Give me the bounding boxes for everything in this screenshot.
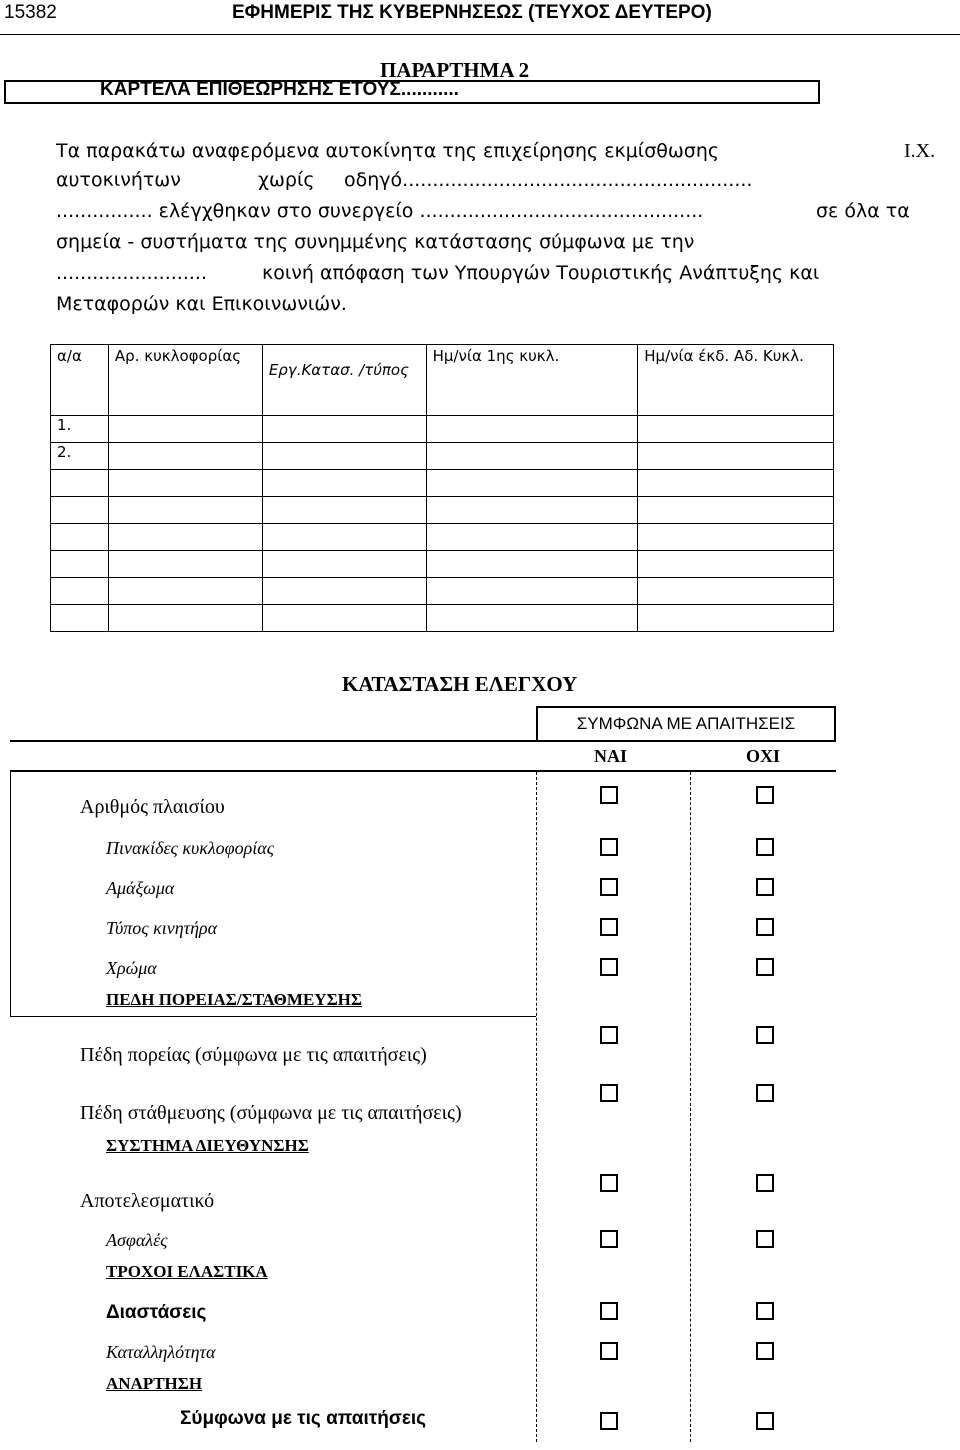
table-cell[interactable] xyxy=(108,416,262,443)
table-cell[interactable] xyxy=(51,497,109,524)
table-cell[interactable] xyxy=(426,524,638,551)
checkbox-plates-no[interactable] xyxy=(756,838,774,856)
table-row xyxy=(51,443,834,470)
col-header-first-reg-date: Ημ/νία 1ης κυκλ. xyxy=(426,345,638,416)
table-cell[interactable] xyxy=(426,605,638,632)
intro-line-1b: Ι.Χ. xyxy=(904,140,936,162)
checkbox-color-no[interactable] xyxy=(756,958,774,976)
section-rule-mid xyxy=(10,770,836,772)
item-dimensions: Διαστάσεις xyxy=(106,1302,207,1323)
table-cell[interactable]: 1. xyxy=(51,416,109,443)
intro-line-3b: σε όλα τα xyxy=(816,200,910,222)
checkbox-body-no[interactable] xyxy=(756,878,774,896)
yes-header: ΝΑΙ xyxy=(594,746,628,766)
item-compliant: Σύμφωνα με τις απαιτήσεις xyxy=(180,1408,427,1429)
table-cell[interactable] xyxy=(638,524,834,551)
intro-line-5b: κοινή απόφαση των Υπουργών Τουριστικής Ανάπτυξης και xyxy=(262,262,820,284)
item-plates: Πινακίδες κυκλοφορίας xyxy=(106,838,275,858)
table-cell[interactable] xyxy=(638,470,834,497)
table-cell[interactable] xyxy=(51,524,109,551)
checkbox-engine-no[interactable] xyxy=(756,918,774,936)
checkbox-suitability-no[interactable] xyxy=(756,1342,774,1360)
compliance-header: ΣΥΜΦΩΝΑ ΜΕ ΑΠΑΙΤΗΣΕΙΣ xyxy=(536,706,836,742)
checkbox-effective-yes[interactable] xyxy=(600,1174,618,1192)
card-title: ΚΑΡΤΕΛΑ ΕΠΙΘΕΩΡΗΣΗΣ ΕΤΟΥΣ........... xyxy=(100,79,459,100)
table-cell[interactable] xyxy=(262,578,426,605)
gazette-title: ΕΦΗΜΕΡΙΣ ΤΗΣ ΚΥΒΕΡΝΗΣΕΩΣ (ΤΕΥΧΟΣ ΔΕΥΤΕΡΟ) xyxy=(232,2,712,23)
table-cell[interactable] xyxy=(262,470,426,497)
page-number: 15382 xyxy=(4,2,57,23)
table-cell[interactable] xyxy=(262,416,426,443)
checkbox-service-brake-yes[interactable] xyxy=(600,1026,618,1044)
table-cell[interactable] xyxy=(108,443,262,470)
checkbox-safe-no[interactable] xyxy=(756,1230,774,1248)
table-cell[interactable] xyxy=(426,416,638,443)
table-cell[interactable] xyxy=(262,524,426,551)
vehicle-table xyxy=(50,344,834,632)
col-header-registration: Αρ. κυκλοφορίας xyxy=(108,345,262,416)
item-service-brake: Πέδη πορείας (σύμφωνα με τις απαιτήσεις) xyxy=(80,1044,427,1066)
header-rule xyxy=(0,34,960,35)
table-row xyxy=(51,605,834,632)
intro-line-2b: χωρίς xyxy=(258,169,315,191)
table-cell[interactable] xyxy=(108,605,262,632)
table-cell[interactable] xyxy=(262,551,426,578)
steering-heading: ΣΥΣΤΗΜΑ ΔΙΕΥΘΥΝΣΗΣ xyxy=(106,1136,309,1155)
checkbox-color-yes[interactable] xyxy=(600,958,618,976)
intro-line-3a: ................ ελέγχθηκαν στο συνεργείο ............................................... xyxy=(56,200,704,222)
table-cell[interactable] xyxy=(108,551,262,578)
table-cell[interactable] xyxy=(638,551,834,578)
checkbox-engine-yes[interactable] xyxy=(600,918,618,936)
table-cell[interactable] xyxy=(262,605,426,632)
item-engine-type: Τύπος κινητήρα xyxy=(106,918,218,938)
item-frame-number: Αριθμός πλαισίου xyxy=(80,796,225,818)
item-body: Αμάξωμα xyxy=(106,878,175,898)
checkbox-compliant-yes[interactable] xyxy=(600,1412,618,1430)
table-cell[interactable] xyxy=(638,605,834,632)
table-cell[interactable]: 2. xyxy=(51,443,109,470)
checkbox-plates-yes[interactable] xyxy=(600,838,618,856)
checkbox-effective-no[interactable] xyxy=(756,1174,774,1192)
intro-line-6: Μεταφορών και Επικοινωνιών. xyxy=(56,293,347,315)
table-cell[interactable] xyxy=(108,497,262,524)
table-row xyxy=(51,524,834,551)
checkbox-dimensions-no[interactable] xyxy=(756,1302,774,1320)
brakes-heading: ΠΕΔΗ ΠΟΡΕΙΑΣ/ΣΤΑΘΜΕΥΣΗΣ xyxy=(106,990,363,1009)
item-color: Χρώμα xyxy=(106,958,157,978)
table-cell[interactable] xyxy=(108,470,262,497)
table-row xyxy=(51,416,834,443)
table-cell[interactable] xyxy=(426,470,638,497)
col-header-manufacturer: Εργ.Κατασ. /τύπος xyxy=(262,345,426,416)
table-cell[interactable] xyxy=(262,497,426,524)
col-header-license-date: Ημ/νία έκδ. Αδ. Κυκλ. xyxy=(638,345,834,416)
checkbox-dimensions-yes[interactable] xyxy=(600,1302,618,1320)
table-cell[interactable] xyxy=(426,497,638,524)
table-cell[interactable] xyxy=(51,605,109,632)
annex-title: ΠΑΡΑΡΤΗΜΑ 2 xyxy=(380,58,530,82)
table-cell[interactable] xyxy=(426,578,638,605)
section-left-border xyxy=(10,772,11,1017)
table-cell[interactable] xyxy=(638,497,834,524)
item-suitability: Καταλληλότητα xyxy=(106,1342,216,1362)
checkbox-suitability-yes[interactable] xyxy=(600,1342,618,1360)
checkbox-safe-yes[interactable] xyxy=(600,1230,618,1248)
intro-line-2a: αυτοκινήτων xyxy=(56,169,181,191)
intro-line-4: σημεία - συστήματα της συνημμένης κατάστασης σύμφωνα με την xyxy=(56,231,695,253)
checkbox-frame-number-yes[interactable] xyxy=(600,786,618,804)
table-cell[interactable] xyxy=(51,551,109,578)
intro-line-1a: Τα παρακάτω αναφερόμενα αυτοκίνητα της επιχείρησης εκμίσθωσης xyxy=(56,140,720,162)
vehicle-table-header xyxy=(51,345,834,416)
checkbox-service-brake-no[interactable] xyxy=(756,1026,774,1044)
no-header: ΟΧΙ xyxy=(746,746,781,766)
table-cell[interactable] xyxy=(108,578,262,605)
item-parking-brake: Πέδη στάθμευσης (σύμφωνα με τις απαιτήσεις) xyxy=(80,1102,462,1124)
wheels-heading: ΤΡΟΧΟΙ ΕΛΑΣΤΙΚΑ xyxy=(106,1262,268,1281)
checkbox-body-yes[interactable] xyxy=(600,878,618,896)
suspension-heading: ΑΝΑΡΤΗΣΗ xyxy=(106,1374,203,1393)
table-row xyxy=(51,497,834,524)
table-cell[interactable] xyxy=(638,416,834,443)
table-cell[interactable] xyxy=(638,443,834,470)
table-cell[interactable] xyxy=(638,578,834,605)
table-cell[interactable] xyxy=(51,578,109,605)
table-cell[interactable] xyxy=(51,470,109,497)
table-cell[interactable] xyxy=(108,524,262,551)
table-row xyxy=(51,578,834,605)
intro-line-2c: οδηγό.......................................................... xyxy=(344,169,753,191)
table-row xyxy=(51,551,834,578)
brakes-rule xyxy=(10,1016,536,1017)
intro-line-5a: ......................... xyxy=(56,262,207,284)
item-effective: Αποτελεσματικό xyxy=(80,1190,215,1212)
column-divider-left xyxy=(536,772,537,1442)
checkbox-compliant-no[interactable] xyxy=(756,1412,774,1430)
column-divider-right xyxy=(690,772,691,1442)
section-rule-top xyxy=(10,740,836,742)
table-row xyxy=(51,470,834,497)
table-cell[interactable] xyxy=(426,443,638,470)
col-header-aa: α/α xyxy=(51,345,109,416)
item-safe: Ασφαλές xyxy=(106,1230,168,1250)
checkbox-parking-brake-no[interactable] xyxy=(756,1084,774,1102)
control-status-title: ΚΑΤΑΣΤΑΣΗ ΕΛΕΓΧΟΥ xyxy=(342,672,578,696)
table-cell[interactable] xyxy=(262,443,426,470)
table-cell[interactable] xyxy=(426,551,638,578)
checkbox-parking-brake-yes[interactable] xyxy=(600,1084,618,1102)
checkbox-frame-number-no[interactable] xyxy=(756,786,774,804)
